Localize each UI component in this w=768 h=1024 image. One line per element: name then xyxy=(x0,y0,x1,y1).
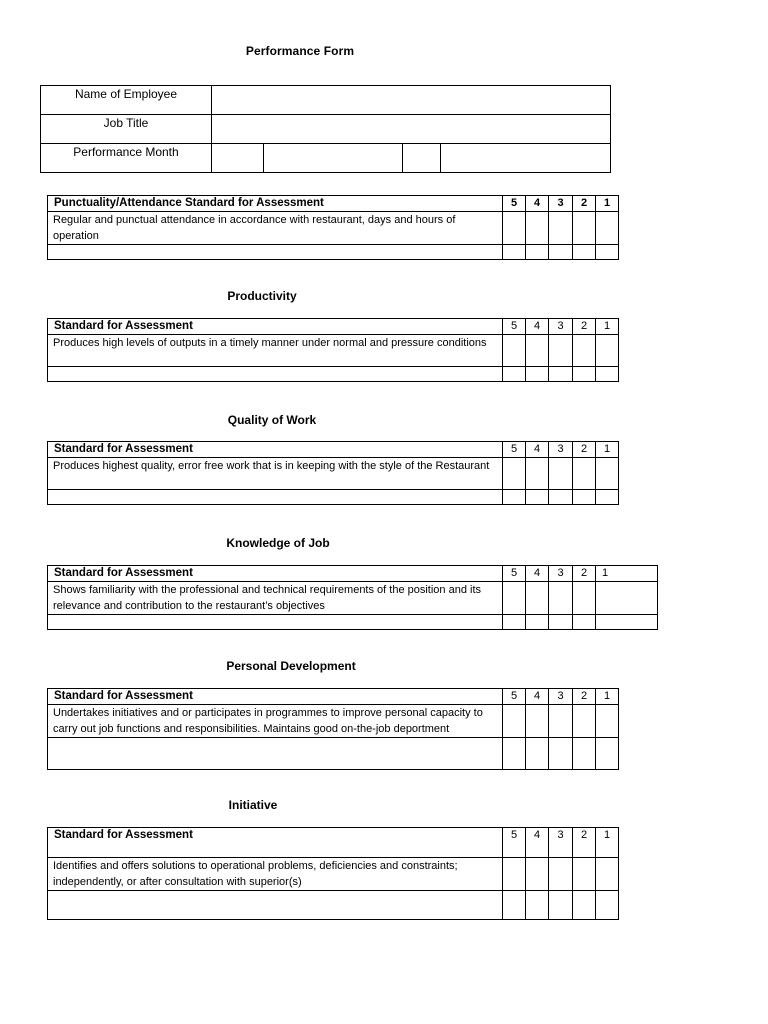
score-3-cell[interactable] xyxy=(549,212,573,245)
comment-cell[interactable] xyxy=(48,245,503,260)
score-4-header: 4 xyxy=(526,442,549,458)
score-1-cell[interactable] xyxy=(596,458,619,490)
standard-label: Standard for Assessment xyxy=(48,319,503,335)
score-1-header: 1 xyxy=(596,319,619,335)
score-2-header: 2 xyxy=(573,828,596,858)
score-3-header: 3 xyxy=(549,442,573,458)
comment-cell[interactable] xyxy=(48,615,503,630)
table-row xyxy=(48,615,658,630)
section-heading-quality-of-work: Quality of Work xyxy=(227,413,317,427)
comment-cell[interactable] xyxy=(48,738,503,770)
standard-description: Regular and punctual attendance in accordance with restaurant, days and hours of operation xyxy=(48,212,503,245)
score-2-header: 2 xyxy=(573,689,596,705)
score-2-header: 2 xyxy=(573,442,596,458)
table-header-row xyxy=(48,566,658,582)
score-1-header: 1 xyxy=(596,828,619,858)
score-1-cell[interactable] xyxy=(596,335,619,367)
table-row xyxy=(48,738,619,770)
score-5-cell[interactable] xyxy=(503,212,526,245)
score-5-cell[interactable] xyxy=(503,335,526,367)
table-row xyxy=(41,144,611,173)
score-5-header: 5 xyxy=(503,689,526,705)
job-title-field[interactable] xyxy=(212,115,611,144)
score-4-header: 4 xyxy=(526,566,549,582)
section-heading-knowledge-of-job: Knowledge of Job xyxy=(226,536,330,550)
standard-description: Identifies and offers solutions to operational problems, deficiencies and constraints; independently, or after consultation with superior(s) xyxy=(48,858,503,891)
table-row xyxy=(41,115,611,144)
score-4-header: 4 xyxy=(526,319,549,335)
score-1-header: 1 xyxy=(596,442,619,458)
score-5-header: 5 xyxy=(503,828,526,858)
standard-label: Punctuality/Attendance Standard for Assessment xyxy=(48,196,503,212)
score-5-cell[interactable] xyxy=(503,705,526,738)
table-row xyxy=(48,458,619,490)
score-1-header: 1 xyxy=(596,566,658,582)
table-row xyxy=(48,245,619,260)
productivity-assessment-table xyxy=(47,318,619,382)
performance-month-field[interactable] xyxy=(403,144,441,173)
score-5-header: 5 xyxy=(503,566,526,582)
performance-month-field[interactable] xyxy=(264,144,403,173)
table-header-row xyxy=(48,442,619,458)
knowledge-of-job-assessment-table xyxy=(47,565,658,630)
table-row xyxy=(48,212,619,245)
score-3-cell[interactable] xyxy=(549,458,573,490)
score-3-header: 3 xyxy=(549,319,573,335)
score-2-cell[interactable] xyxy=(573,858,596,891)
table-header-row xyxy=(48,828,619,858)
score-5-header: 5 xyxy=(503,319,526,335)
score-5-header: 5 xyxy=(503,442,526,458)
table-row xyxy=(48,335,619,367)
standard-label: Standard for Assessment xyxy=(48,689,503,705)
score-4-header: 4 xyxy=(526,828,549,858)
score-3-header: 3 xyxy=(549,196,573,212)
standard-description: Produces high levels of outputs in a timely manner under normal and pressure conditions xyxy=(48,335,503,367)
score-2-cell[interactable] xyxy=(573,705,596,738)
score-4-header: 4 xyxy=(526,689,549,705)
score-4-header: 4 xyxy=(526,196,549,212)
name-of-employee-label: Name of Employee xyxy=(41,86,212,115)
employee-info-table xyxy=(40,85,611,173)
standard-description: Shows familiarity with the professional and technical requirements of the position and its relevance and contribution to the restaurant’s objectives xyxy=(48,582,503,615)
standard-label: Standard for Assessment xyxy=(48,442,503,458)
score-4-cell[interactable] xyxy=(526,335,549,367)
section-heading-initiative: Initiative xyxy=(228,798,278,812)
score-4-cell[interactable] xyxy=(526,582,549,615)
quality-of-work-assessment-table xyxy=(47,441,619,505)
table-header-row xyxy=(48,689,619,705)
section-heading-productivity: Productivity xyxy=(227,289,297,303)
score-3-header: 3 xyxy=(549,689,573,705)
performance-month-field[interactable] xyxy=(441,144,611,173)
score-2-header: 2 xyxy=(573,196,596,212)
score-2-header: 2 xyxy=(573,319,596,335)
score-4-cell[interactable] xyxy=(526,212,549,245)
standard-description: Undertakes initiatives and or participates in programmes to improve personal capacity to carry out job functions and responsibilities. Maintains good on-the-job deportment xyxy=(48,705,503,738)
table-row xyxy=(41,86,611,115)
score-3-cell[interactable] xyxy=(549,335,573,367)
comment-cell[interactable] xyxy=(48,367,503,382)
score-3-header: 3 xyxy=(549,828,573,858)
score-1-cell[interactable] xyxy=(596,858,619,891)
score-5-cell[interactable] xyxy=(503,858,526,891)
score-2-cell[interactable] xyxy=(573,335,596,367)
comment-cell[interactable] xyxy=(48,891,503,920)
score-1-header: 1 xyxy=(596,196,619,212)
score-5-cell[interactable] xyxy=(503,458,526,490)
standard-label: Standard for Assessment xyxy=(48,566,503,582)
score-2-cell[interactable] xyxy=(573,582,596,615)
score-3-cell[interactable] xyxy=(549,858,573,891)
score-2-header: 2 xyxy=(573,566,596,582)
personal-development-assessment-table xyxy=(47,688,619,770)
page-title: Performance Form xyxy=(245,44,355,58)
score-3-cell[interactable] xyxy=(549,705,573,738)
score-5-header: 5 xyxy=(503,196,526,212)
job-title-label: Job Title xyxy=(41,115,212,144)
score-1-header: 1 xyxy=(596,689,619,705)
score-1-cell[interactable] xyxy=(596,212,619,245)
score-4-cell[interactable] xyxy=(526,858,549,891)
section-heading-personal-development: Personal Development xyxy=(226,659,356,673)
name-of-employee-field[interactable] xyxy=(212,86,611,115)
score-2-cell[interactable] xyxy=(573,212,596,245)
comment-cell[interactable] xyxy=(48,490,503,505)
table-row xyxy=(48,891,619,920)
table-row xyxy=(48,705,619,738)
initiative-assessment-table xyxy=(47,827,619,920)
score-1-cell[interactable] xyxy=(596,582,658,615)
standard-description: Produces highest quality, error free work that is in keeping with the style of the Restaurant xyxy=(48,458,503,490)
table-row xyxy=(48,858,619,891)
table-row xyxy=(48,367,619,382)
score-2-cell[interactable] xyxy=(573,458,596,490)
table-row xyxy=(48,490,619,505)
table-row xyxy=(48,582,658,615)
score-5-cell[interactable] xyxy=(503,582,526,615)
table-header-row xyxy=(48,196,619,212)
score-4-cell[interactable] xyxy=(526,458,549,490)
score-1-cell[interactable] xyxy=(596,705,619,738)
standard-label: Standard for Assessment xyxy=(48,828,503,858)
score-4-cell[interactable] xyxy=(526,705,549,738)
table-header-row xyxy=(48,319,619,335)
score-3-cell[interactable] xyxy=(549,582,573,615)
score-3-header: 3 xyxy=(549,566,573,582)
performance-month-field[interactable] xyxy=(212,144,264,173)
performance-month-label: Performance Month xyxy=(41,144,212,173)
punctuality-assessment-table xyxy=(47,195,619,260)
